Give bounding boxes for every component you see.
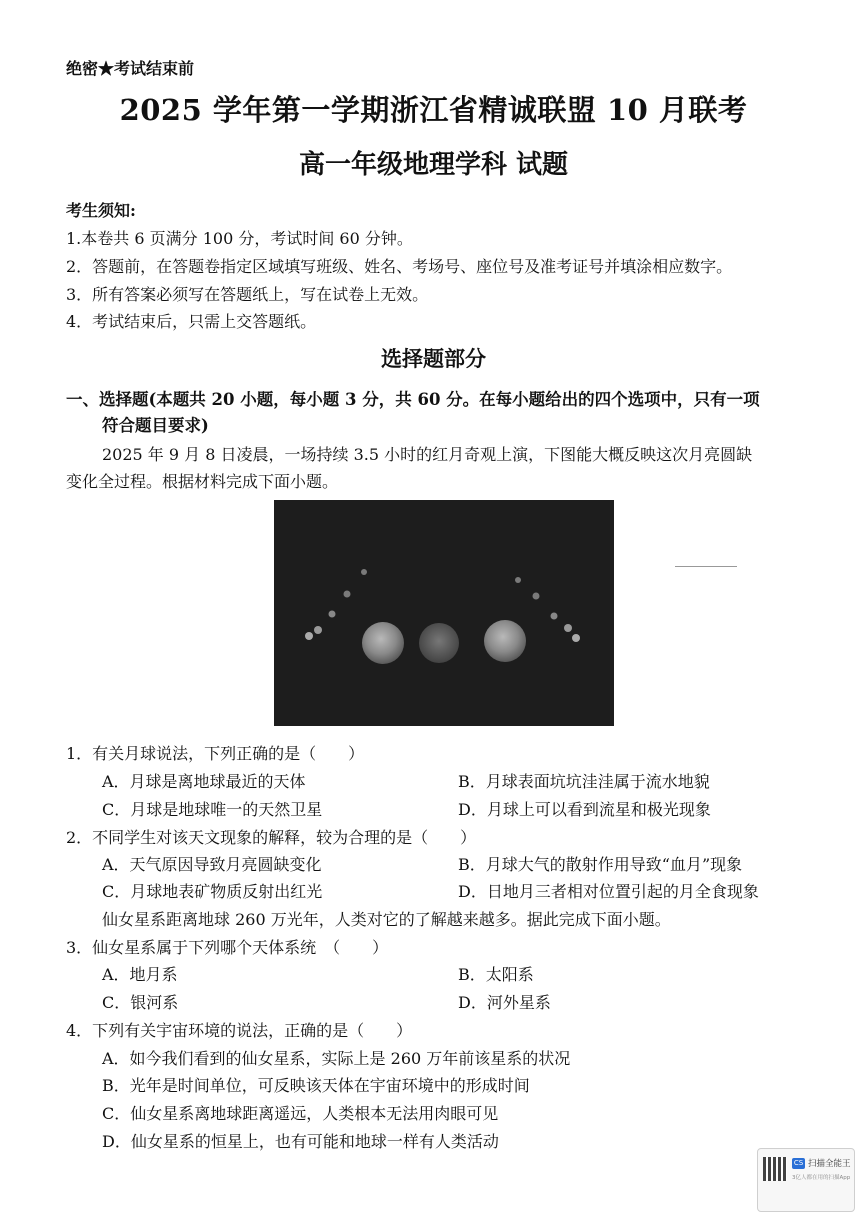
qr-code-icon — [763, 1157, 787, 1181]
material-text: 仙女星系距离地球 260 万光年，人类对它的了解越来越多。据此完成下面小题。 — [102, 910, 671, 929]
option-d: D．月球上可以看到流星和极光现象 — [458, 800, 711, 819]
option-b: B．月球大气的散射作用导致“血月”现象 — [458, 855, 743, 874]
moon-phase-dot — [305, 632, 313, 640]
section-heading: 选择题部分 — [381, 346, 486, 371]
notice-item: 1.本卷共 6 页满分 100 分，考试时间 60 分钟。 — [66, 229, 413, 248]
option-a: A．如今我们看到的仙女星系，实际上是 260 万年前该星系的状况 — [102, 1049, 571, 1068]
notice-item: 2．答题前，在答题卷指定区域填写班级、姓名、考场号、座位号及准考证号并填涂相应数字。 — [66, 257, 733, 276]
option-b: B．光年是时间单位，可反映该天体在宇宙环境中的形成时间 — [102, 1076, 530, 1095]
option-d: D．仙女星系的恒星上，也有可能和地球一样有人类活动 — [102, 1132, 499, 1151]
moon-left — [362, 622, 404, 664]
scan-mark — [675, 566, 737, 567]
option-d: D．河外星系 — [458, 993, 551, 1012]
moon-phase-dot — [515, 577, 521, 583]
moon-phase-dot — [572, 634, 580, 642]
moon-phase-dot — [564, 624, 572, 632]
question-stem: 2．不同学生对该天文现象的解释，较为合理的是（ ） — [66, 828, 477, 847]
option-c: C．月球地表矿物质反射出红光 — [102, 882, 323, 901]
moon-phase-dot — [361, 569, 367, 575]
exam-subtitle: 高一年级地理学科 试题 — [298, 150, 569, 180]
moon-phase-dot — [551, 613, 558, 620]
option-c: C．仙女星系离地球距离遥远，人类根本无法用肉眼可见 — [102, 1104, 499, 1123]
question-stem: 1．有关月球说法，下列正确的是（ ） — [66, 744, 365, 763]
moon-center — [419, 623, 459, 663]
scanner-app-name: 扫描全能王 — [808, 1159, 851, 1169]
question-stem: 3．仙女星系属于下列哪个天体系统 （ ） — [66, 938, 389, 957]
option-a: A．月球是离地球最近的天体 — [102, 772, 306, 791]
moon-phase-dot — [344, 591, 351, 598]
scanner-tagline: 3亿人都在用的扫描App — [792, 1175, 851, 1181]
option-b: B．太阳系 — [458, 965, 534, 984]
scanner-logo-icon: CS — [793, 1159, 804, 1167]
part-instruction-cont: 符合题目要求) — [102, 416, 209, 435]
notice-heading: 考生须知: — [66, 201, 136, 220]
option-a: A．天气原因导致月亮圆缺变化 — [102, 855, 322, 874]
lunar-eclipse-image — [274, 500, 614, 726]
material-text: 2025 年 9 月 8 日凌晨，一场持续 3.5 小时的红月奇观上演，下图能大概反映这次月亮圆缺 — [102, 445, 753, 464]
option-c: C．银河系 — [102, 993, 179, 1012]
scanner-watermark — [757, 1148, 855, 1212]
exam-title: 2025 学年第一学期浙江省精诚联盟 10 月联考 — [119, 93, 748, 127]
moon-phase-dot — [533, 593, 540, 600]
option-a: A．地月系 — [102, 965, 178, 984]
material-text-cont: 变化全过程。根据材料完成下面小题。 — [66, 472, 339, 491]
lunar-eclipse-photo — [274, 500, 614, 726]
moon-phase-dot — [314, 626, 322, 634]
moon-phase-dot — [329, 611, 336, 618]
option-b: B．月球表面坑坑洼洼属于流水地貌 — [458, 772, 710, 791]
part-instruction: 一、选择题(本题共 20 小题，每小题 3 分，共 60 分。在每小题给出的四个选项中，只有一项 — [66, 390, 760, 409]
notice-item: 3．所有答案必须写在答题纸上，写在试卷上无效。 — [66, 285, 429, 304]
question-stem: 4．下列有关宇宙环境的说法，正确的是（ ） — [66, 1021, 413, 1040]
moon-right — [484, 620, 526, 662]
confidential-label: 绝密★考试结束前 — [66, 59, 195, 78]
option-d: D．日地月三者相对位置引起的月全食现象 — [458, 882, 759, 901]
option-c: C．月球是地球唯一的天然卫星 — [102, 800, 323, 819]
notice-item: 4．考试结束后，只需上交答题纸。 — [66, 312, 317, 331]
